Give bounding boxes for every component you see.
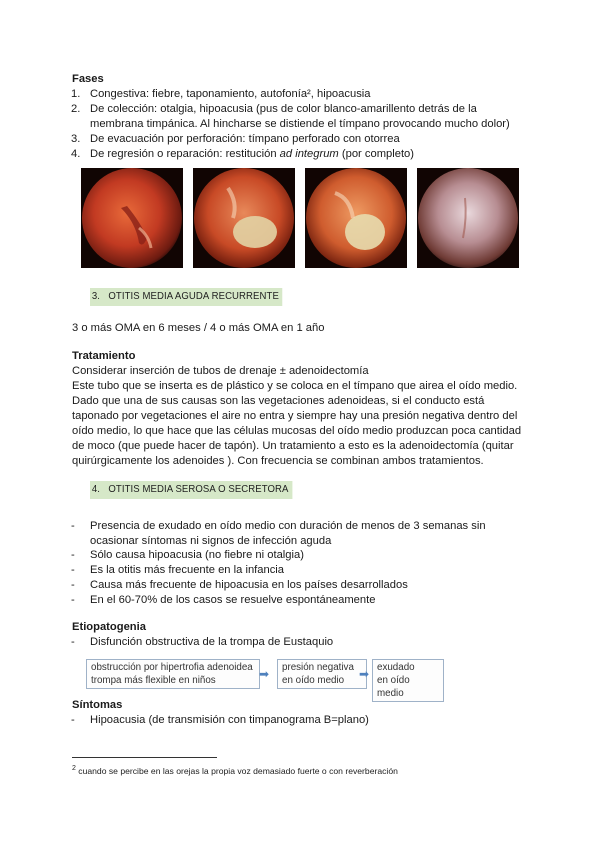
section-3-heading: 3. OTITIS MEDIA AGUDA RECURRENTE — [90, 288, 283, 306]
tratamiento-paragraph: Considerar inserción de tubos de drenaje ± adenoidectomía Este tubo que se inserta es de plástico y se coloca en el tímpano que airea el oído medio. Dado que una de sus causas son las vegetaciones adenoideas, si el conducto está taponado por vegetaciones el aire no entra y siempre hay una presión negativa dentro del oído medio, lo que hace que las células mucosas del oído medio produzcan poca cantidad de moco (que puede hacer de tapón). Un tratamiento a esto es la adenoidectomía (quitar quirúrgicamente los adenoides ). Con frecuencia se combinan ambos tratamientos. — [72, 365, 522, 467]
section-4-heading: 4. OTITIS MEDIA SEROSA O SECRETORA — [90, 481, 292, 499]
footnote: $^2$ cuando se percibe en las orejas la propia voz demasiado fuerte o con reverberación — [72, 765, 398, 776]
arrow-right-icon: ➡ — [359, 667, 370, 681]
sintomas-item: - Hipoacusia (de transmisión con timpanograma B=plano) — [71, 714, 369, 726]
arrow-right-icon: ➡ — [259, 667, 270, 681]
footnote-divider — [72, 757, 217, 758]
flow-step-obstruction: obstrucción por hipertrofia adenoidea trompa más flexible en niños — [86, 659, 260, 689]
flow-step-negative-pressure: presión negativa en oído medio — [277, 659, 367, 689]
fases-heading: Fases — [72, 73, 104, 85]
list-item: - Presencia de exudado en oído medio con duración de menos de 3 semanas sin ocasionar síntomas ni signos de infección aguda — [71, 520, 486, 547]
list-item: - En el 60-70% de los casos se resuelve espontáneamente — [71, 594, 376, 606]
fase-item-3: 3. De evacuación por perforación: tímpano perforado con otorrea — [71, 133, 400, 145]
fase-item-4: 4. De regresión o reparación: restitución ad integrum (por completo) — [71, 148, 414, 160]
collection-eardrum-photo — [193, 168, 295, 268]
sintomas-heading: Síntomas — [72, 699, 123, 711]
fase-item-2: 2. De colección: otalgia, hipoacusia (pus de color blanco-amarillento detrás de la membrana timpánica. Al hincharse se distiende el tímpano provocando mucho dolor) — [71, 103, 510, 130]
list-item: - Causa más frecuente de hipoacusia en los países desarrollados — [71, 579, 408, 591]
fase-item-1: 1. Congestiva: fiebre, taponamiento, autofonía², hipoacusia — [71, 88, 371, 100]
flow-step-exudate: exudado en oído medio — [372, 659, 444, 702]
etiopatogenia-item: - Disfunción obstructiva de la trompa de Eustaquio — [71, 636, 334, 648]
etiopatogenia-heading: Etiopatogenia — [72, 621, 146, 633]
perforation-eardrum-photo — [305, 168, 407, 268]
tratamiento-heading: Tratamiento — [72, 350, 136, 362]
list-item: - Sólo causa hipoacusia (no fiebre ni otalgia) — [71, 549, 304, 561]
congestive-eardrum-photo — [81, 168, 183, 268]
recurrent-definition: 3 o más OMA en 6 meses / 4 o más OMA en 1 año — [72, 322, 325, 334]
repair-eardrum-photo — [417, 168, 519, 268]
list-item: - Es la otitis más frecuente en la infancia — [71, 564, 285, 576]
